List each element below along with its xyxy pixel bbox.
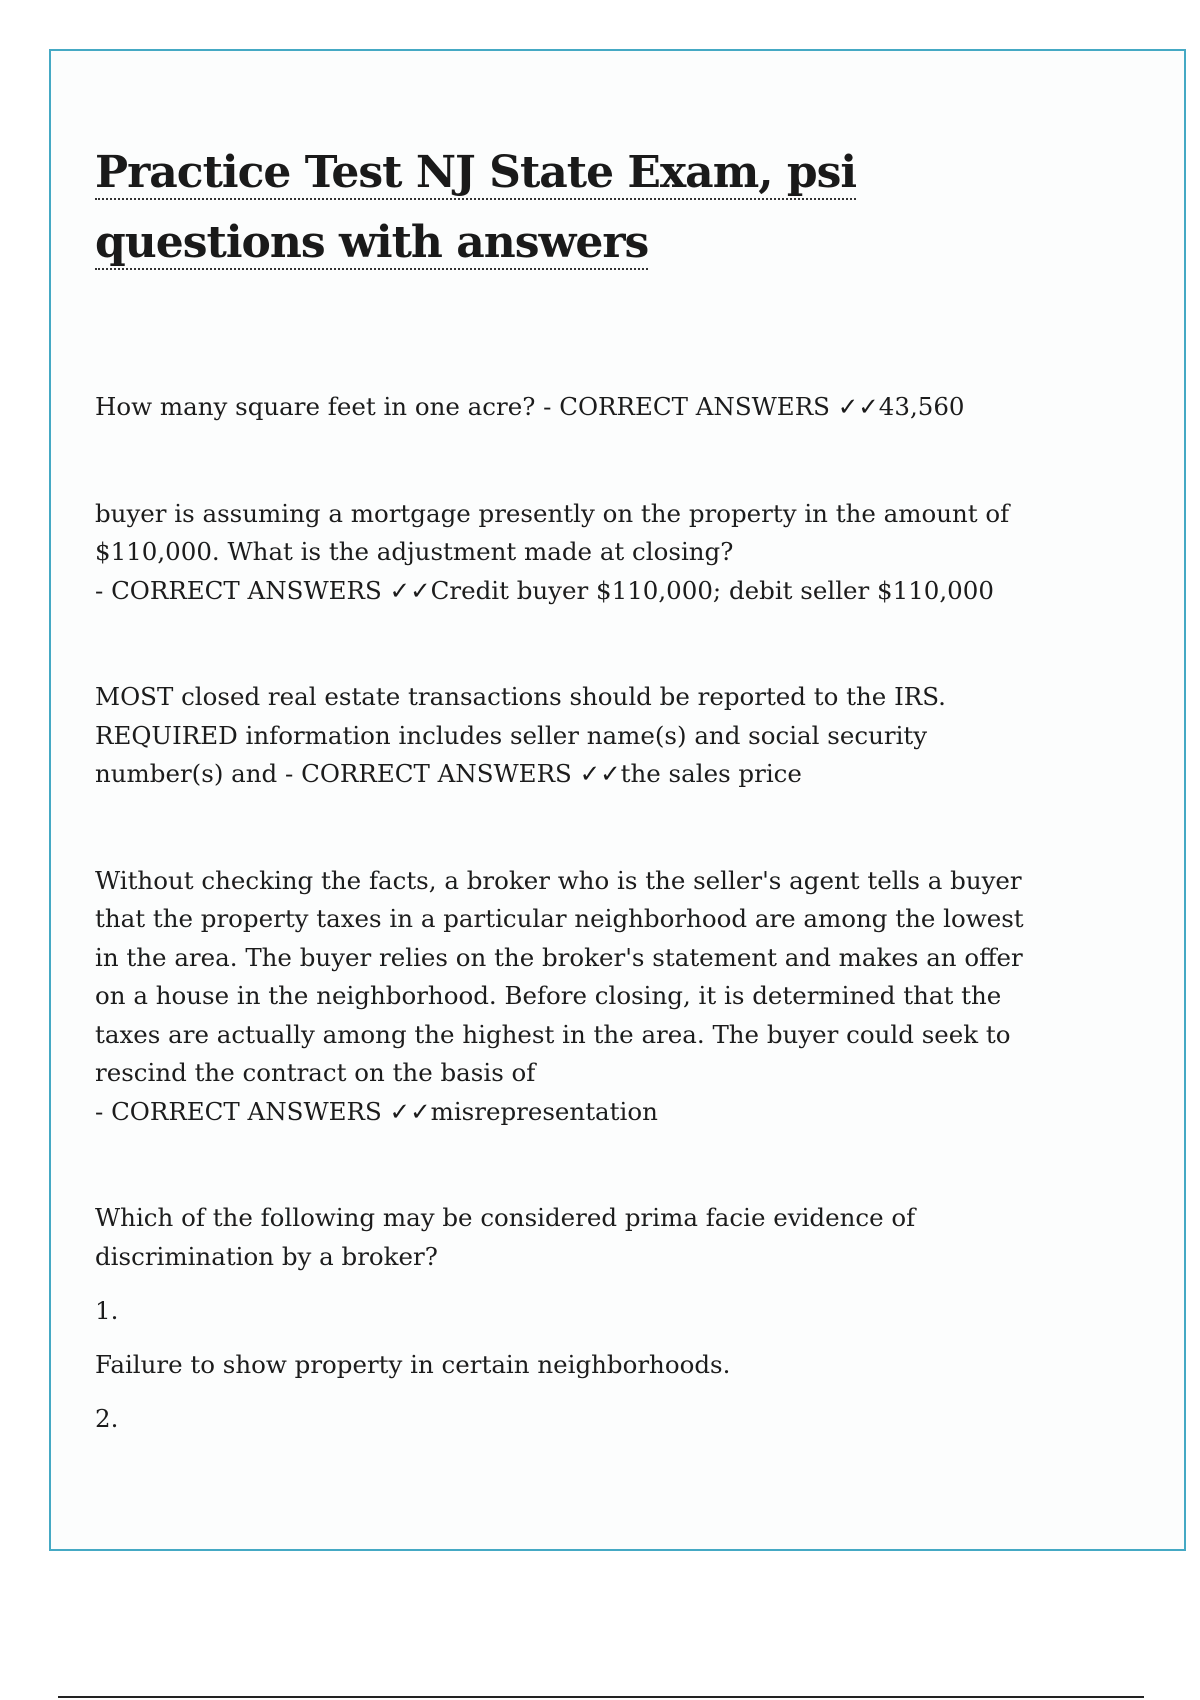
list-item: Failure to show property in certain neighborhoods. — [95, 1350, 731, 1379]
answer-marker: - CORRECT ANSWERS ✓✓ — [285, 759, 621, 788]
answer-marker: - CORRECT ANSWERS ✓✓ — [95, 1096, 431, 1126]
question-text: Which of the following may be considered prima facie evidence of discrimination by a broker? — [95, 1203, 916, 1271]
answer-text: 43,560 — [878, 392, 965, 421]
page-break-rule — [58, 1696, 1144, 1698]
question-1 — [95, 388, 1055, 427]
question-4 — [95, 862, 1055, 1132]
list-item: 1. — [95, 1296, 119, 1325]
question-text: Without checking the facts, a broker who is the seller's agent tells a buyer that the property taxes in a particular neighborhood are among the lowest in the area. The buyer relies on the broker's statement and makes an offer on a house in the neighborhood. Before closing, it is determined that the taxes are actually among the highest in the area. The buyer could seek to rescind the contract on the basis of — [95, 865, 1024, 1087]
answer-marker: - CORRECT ANSWERS ✓✓ — [543, 392, 879, 421]
question-2 — [95, 495, 1055, 611]
document-title: Practice Test NJ State Exam, psi questions with answers — [95, 147, 857, 268]
answer-text: Credit buyer $110,000; debit seller $110,000 — [430, 575, 994, 605]
answer-text: misrepresentation — [430, 1096, 658, 1126]
question-3 — [95, 678, 1055, 794]
answer-text: the sales price — [620, 759, 802, 788]
question-text: buyer is assuming a mortgage presently on the property in the amount of $110,000. What is the adjustment made at closing? — [95, 498, 1010, 566]
document-content — [95, 138, 1085, 1454]
answer-marker: - CORRECT ANSWERS ✓✓ — [95, 575, 431, 605]
list-item: 2. — [95, 1404, 119, 1433]
question-5 — [95, 1199, 1055, 1276]
question-text: MOST closed real estate transactions should be reported to the IRS. REQUIRED information includes seller name(s) and social security number(s) and — [95, 682, 946, 788]
question-text: How many square feet in one acre? — [95, 392, 536, 421]
